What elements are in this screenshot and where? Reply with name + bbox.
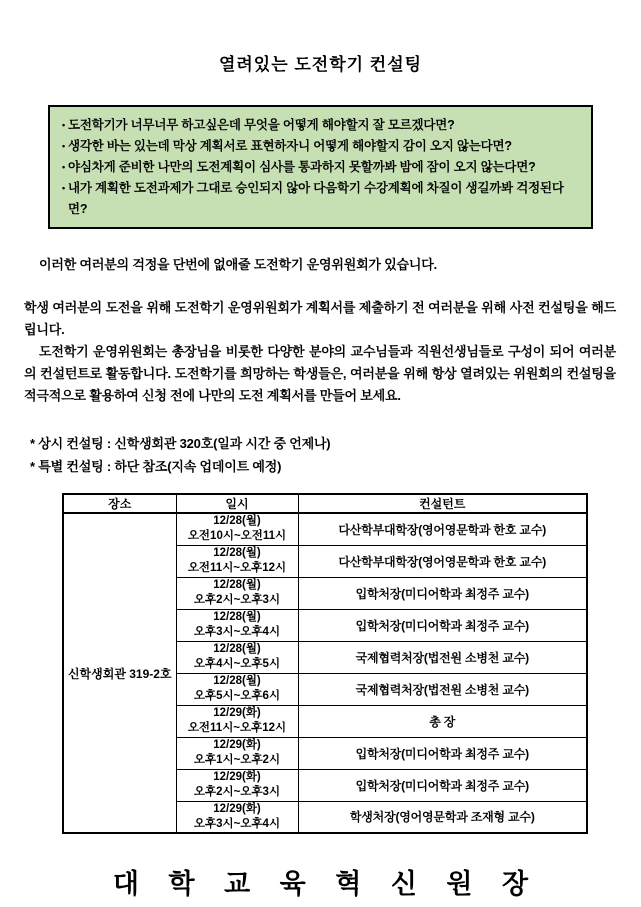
time-text: 오전10시~오전11시	[187, 530, 287, 543]
time-text: 오전11시~오후12시	[187, 722, 287, 734]
datetime-cell	[176, 769, 298, 801]
date-text: 12/28(월)	[213, 675, 261, 687]
date-text: 12/29(화)	[213, 771, 261, 783]
bullet-icon: •	[62, 183, 65, 193]
date-text: 12/29(화)	[213, 707, 261, 719]
date-text: 12/28(월)	[213, 547, 261, 559]
header-consultant: 컨설턴트	[298, 494, 587, 513]
consultant-cell: 국제협력처장(법전원 소병천 교수)	[298, 641, 587, 673]
date-text: 12/28(월)	[213, 579, 261, 591]
notice-box	[48, 105, 593, 229]
date-text: 12/29(화)	[213, 802, 261, 815]
header-datetime: 일시	[176, 494, 298, 513]
datetime-cell	[176, 513, 298, 545]
notice-bullet	[62, 115, 579, 136]
datetime-cell	[176, 545, 298, 577]
time-text: 오후4시~오후5시	[193, 658, 281, 670]
time-text: 오후2시~오후3시	[193, 594, 281, 606]
bullet-icon: •	[62, 162, 65, 172]
time-text: 오후3시~오후4시	[193, 817, 281, 830]
consultant-cell: 다산학부대학장(영어영문학과 한호 교수)	[298, 513, 587, 545]
date-text: 12/29(화)	[213, 739, 261, 751]
page-title: 열려있는 도전학기 컨설팅	[218, 55, 423, 74]
notice-bullet-text: 내가 계획한 도전과제가 그대로 승인되지 않아 다음학기 수강계획에 차질이 생길까봐 걱정된다면?	[67, 181, 564, 216]
footer-heading: 대 학 교 육 혁 신 원 장	[112, 869, 540, 899]
consultant-cell: 국제협력처장(법전원 소병천 교수)	[298, 673, 587, 705]
date-text: 12/28(월)	[213, 611, 261, 623]
consultant-cell: 총 장	[298, 705, 587, 737]
notice-bullet	[62, 157, 579, 178]
consultant-cell: 입학처장(미디어학과 최정주 교수)	[298, 737, 587, 769]
paragraph-intro: 이러한 여러분의 걱정을 단번에 없애줄 도전학기 운영위원회가 있습니다.	[39, 257, 438, 272]
time-text: 오후2시~오후3시	[193, 786, 281, 798]
table-row	[63, 513, 587, 545]
datetime-cell	[176, 609, 298, 641]
time-text: 오후3시~오후4시	[193, 626, 281, 638]
date-text: 12/28(월)	[213, 515, 261, 528]
consultant-cell: 입학처장(미디어학과 최정주 교수)	[298, 577, 587, 609]
notice-bullet	[62, 136, 579, 157]
datetime-cell	[176, 641, 298, 673]
bullet-icon: •	[62, 120, 65, 130]
notice-bullet-text: 생각한 바는 있는데 막상 계획서로 표현하자니 어떻게 해야할지 감이 오지 않는다면?	[67, 139, 512, 153]
consultant-cell: 다산학부대학장(영어영문학과 한호 교수)	[298, 545, 587, 577]
notice-bullet	[62, 178, 579, 220]
schedule-table	[62, 493, 588, 834]
notice-bullet-text: 도전학기가 너무너무 하고싶은데 무엇을 어떻게 해야할지 잘 모르겠다면?	[67, 118, 455, 132]
time-text: 오후1시~오후2시	[193, 754, 281, 766]
consultant-cell: 학생처장(영어영문학과 조재형 교수)	[298, 801, 587, 833]
consultant-cell: 입학처장(미디어학과 최정주 교수)	[298, 769, 587, 801]
notice-bullet-text: 야심차게 준비한 나만의 도전계획이 심사를 통과하지 못할까봐 밤에 잠이 오지 않는다면?	[67, 160, 536, 174]
table-header-row	[63, 494, 587, 513]
datetime-cell	[176, 801, 298, 833]
date-text: 12/28(월)	[213, 643, 261, 655]
time-text: 오후5시~오후6시	[193, 690, 281, 702]
datetime-cell	[176, 705, 298, 737]
datetime-cell	[176, 673, 298, 705]
consulting-info	[30, 432, 641, 478]
header-location: 장소	[63, 494, 176, 513]
paragraph-committee: 도전학기 운영위원회는 총장님을 비롯한 다양한 분야의 교수님들과 직원선생님들로 구성이 되어 여러분의 컨설턴트로 활동합니다. 도전학기를 희망하는 학생들은, 여러분을 위해 항상 열려있는 위원회의 컨설팅을 적극적으로 활용하여 신청 전에 나만의 도전 계획서를 만들어 보세요.	[24, 344, 616, 403]
paragraph-preconsulting: 학생 여러분의 도전을 위해 도전학기 운영위원회가 계획서를 제출하기 전 여러분을 위해 사전 컨설팅을 해드립니다.	[24, 300, 616, 337]
datetime-cell	[176, 577, 298, 609]
consultant-cell: 입학처장(미디어학과 최정주 교수)	[298, 609, 587, 641]
consulting-info-special: * 특별 컨설팅 : 하단 참조(지속 업데이트 예정)	[30, 459, 282, 474]
location-cell: 신학생회관 319-2호	[63, 513, 176, 833]
consulting-info-regular: * 상시 컨설팅 : 신학생회관 320호(일과 시간 중 언제나)	[30, 436, 331, 451]
datetime-cell	[176, 737, 298, 769]
bullet-icon: •	[62, 141, 65, 151]
time-text: 오전11시~오후12시	[187, 562, 287, 574]
